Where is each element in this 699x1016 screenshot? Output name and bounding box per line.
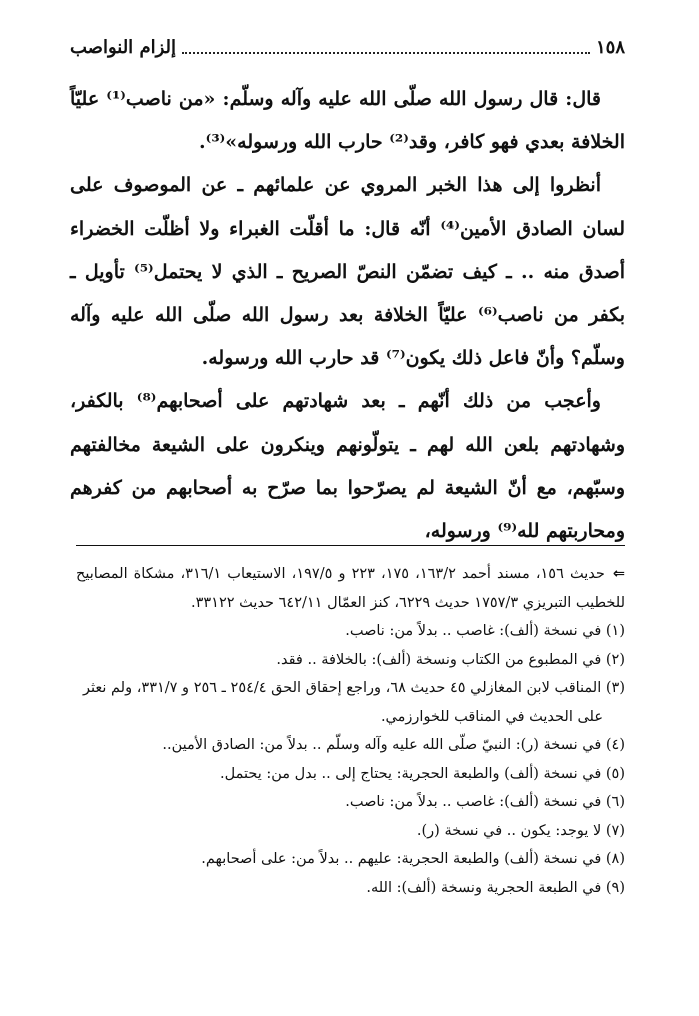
- footnote-item: (٧) لا يوجد: يكون .. في نسخة (ر).: [416, 822, 625, 839]
- footnote-item: (٤) في نسخة (ر): النبيّ صلّى الله عليه وآله وسلّم .. بدلاً من: الصادق الأمين..: [162, 737, 625, 753]
- footnote-item: (٢) في المطبوع من الكتاب ونسخة (ألف): بالخلافة .. فقد.: [276, 651, 625, 668]
- continuation-arrow-icon: ⇐: [612, 566, 625, 582]
- footnote-item: (٦) في نسخة (ألف): غاصب .. بدلاً من: ناصب.: [345, 794, 625, 810]
- body-paragraph: قال: قال رسول الله صلّى الله عليه وآله وسلّم: «من ناصب⁽¹⁾ عليّاً الخلافة بعدي فهو كافر، وقد⁽²⁾ حارب الله ورسوله»⁽³⁾.: [70, 88, 625, 154]
- page-number: ١٥٨: [595, 36, 625, 58]
- footnote-continuation-text: حديث ١٥٦، مسند أحمد ١٦٣/٢، ١٧٥، ٢٢٣ و ١٩٧/٥، الاستيعاب ٣١٦/١، مشكاة المصابيح للخطيب التبريزي ١٧٥٧/٣ حديث ٦٢٢٩، كنز العمّال ٦٤٢/١١ حديث ٣٣١٢٢.: [76, 566, 625, 611]
- footnote-item: (٥) في نسخة (ألف) والطبعة الحجرية: يحتاج إلى .. بدل من: يحتمل.: [220, 765, 625, 782]
- running-title: إلزام النواصب: [70, 36, 177, 58]
- page-header: [70, 32, 625, 62]
- body-paragraph: أنظروا إلى هذا الخبر المروي عن علمائهم ـ عن الموصوف على لسان الصادق الأمين⁽⁴⁾ أنّه قال: ما أقلّت الغبراء ولا أظلّت الخضراء أصدق منه .. ـ كيف تضمّن النصّ الصريح ـ الذي لا يحتمل⁽⁵⁾ تأويل ـ بكفر من ناصب⁽⁶⁾ عليّاً الخلافة بعد رسول الله صلّى الله عليه وآله وسلّم؟ وأنّ فاعل ذلك يكون⁽⁷⁾ قد حارب الله ورسوله.: [70, 174, 625, 370]
- main-text: [70, 78, 625, 553]
- footnote-item: (٨) في نسخة (ألف) والطبعة الحجرية: عليهم .. بدلاً من: على أصحابهم.: [201, 851, 625, 867]
- footnotes: [76, 560, 625, 902]
- body-paragraph: وأعجب من ذلك أنّهم ـ بعد شهادتهم على أصحابهم⁽⁸⁾ بالكفر، وشهادتهم بلعن الله لهم ـ يتولّونهم وينكرون على الشيعة مخالفتهم وسبّهم، مع أنّ الشيعة لم يصرّحوا بما صرّح به أصحابهم من كفرهم ومحاربتهم لله⁽⁹⁾ ورسوله،: [70, 390, 625, 543]
- footnote-item: (٩) في الطبعة الحجرية ونسخة (ألف): الله.: [366, 879, 625, 896]
- footnote-item: (٣) المناقب لابن المغازلي ٤٥ حديث ٦٨، وراجع إحقاق الحق ٢٥٤/٤ ـ ٢٥٦ و ٣٣١/٧، ولم نعثر على الحديث في المناقب للخوارزمي.: [83, 680, 625, 725]
- footnote-item: (١) في نسخة (ألف): غاصب .. بدلاً من: ناصب.: [345, 623, 625, 639]
- footnote-continuation: [76, 560, 625, 617]
- header-dotted-leader: [182, 40, 590, 54]
- footnote-separator: [76, 545, 625, 546]
